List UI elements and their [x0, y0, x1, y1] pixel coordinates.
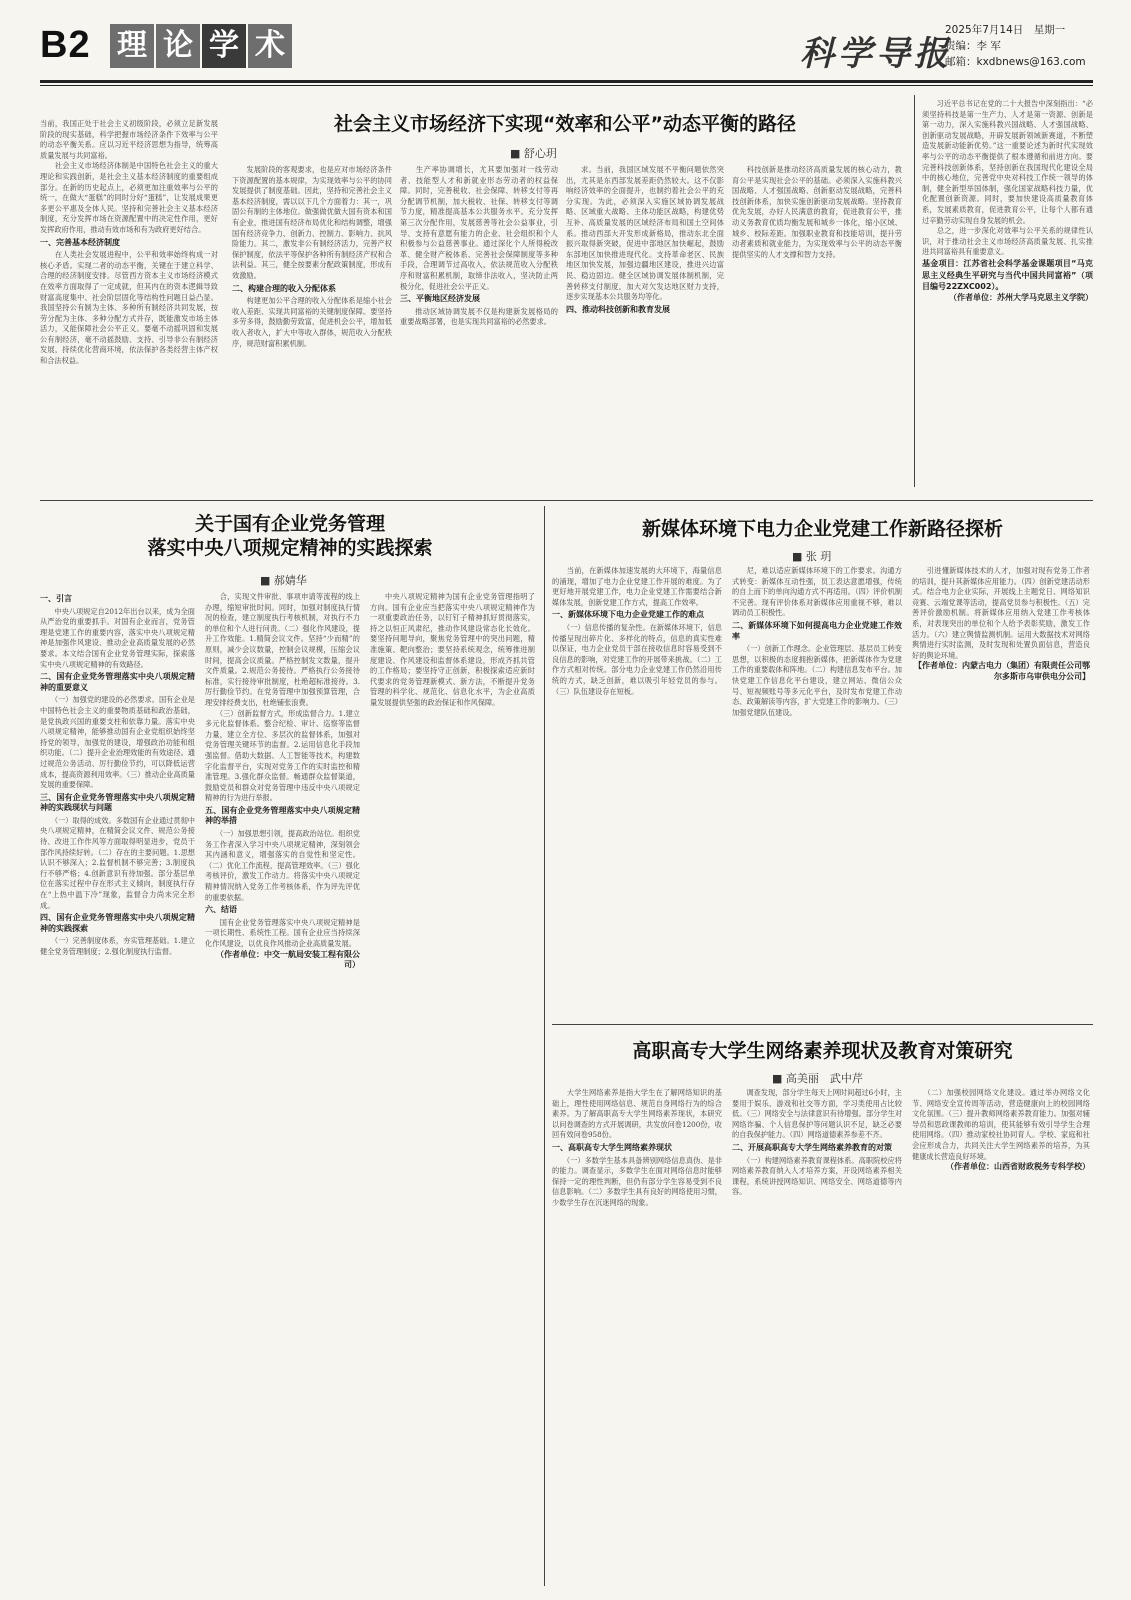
article-2-heading-4: 四、国有企业党务管理落实中央八项规定精神的实践探索	[40, 913, 195, 933]
article-3-author: ■ 张 玥	[792, 550, 832, 563]
article-1-heading-1: 一、完善基本经济制度	[40, 237, 120, 247]
text-filler: （一）取得的成效。多数国有企业通过贯彻中央八项规定精神，在精简会议文件、规范公务接待、改进工作作风等方面取得明显进步，党员干部作风持续好转。（二）存在的主要问题。1.思想认识不够深入；2.监督机制不够完善；3.制度执行不够严格；4.创新意识有待加强。部分基层单位在落实过程中存在形式主义倾向，制度执行存在“上热中温下冷”现象，监督合力尚未完全形成。	[40, 815, 195, 910]
article-1-heading-2: 二、构建合理的收入分配体系	[232, 283, 336, 293]
article-1-signature: （作者单位：苏州大学马克思主义学院）	[949, 292, 1093, 302]
text-filler: 大学生网络素养是指大学生在了解网络知识的基础上，理性使用网络信息、规范自身网络行为的综合素养。为了解高职高专大学生网络素养现状，本研究以问卷调查的方式开展调研，共发放问卷1200份，收回有效问卷958份。	[552, 1088, 722, 1140]
paper-logo: 科学导报	[800, 34, 952, 74]
article-3-col-2	[732, 566, 902, 718]
article-4-heading-1: 一、高职高专大学生网络素养现状	[552, 1142, 672, 1152]
text-filler: 发展阶段的客观要求，也是应对市场经济条件下资源配置的基本规律，为实现效率与公平的协同发展提供了制度基础。因此，坚持和完善社会主义基本经济制度，需以以下几个方面着力：其一，巩固公有制的主体地位。做强做优做大国有资本和国有企业，推进国有经济布局优化和结构调整，增强国有经济竞争力、创新力、控制力、影响力、抗风险能力。其二，激发非公有制经济活力，完善产权保护制度，依法平等保护各种所有制经济产权和合法利益。其三，健全按要素分配政策制度，形成有效激励。	[232, 165, 392, 280]
article-2-heading-5: 五、国有企业党务管理落实中央八项规定精神的举措	[205, 805, 360, 826]
text-filler: 中央八项规定自2012年出台以来，成为全面从严治党的重要抓手。对国有企业而言，党务管理是党建工作的重要内容，落实中央八项规定精神是加强作风建设、推动企业高质量发展的必然要求。本文结合国有企业党务管理实际，探索落实中央八项规定精神的有效路径。	[40, 606, 195, 669]
article-1-heading-3: 三、平衡地区经济发展	[400, 294, 480, 304]
article-2-col-2	[205, 592, 360, 971]
text-filler: 中央八项规定精神为国有企业党务管理指明了方向。国有企业应当把落实中央八项规定精神作为一项重要政治任务，以钉钉子精神抓好贯彻落实，持之以恒正风肃纪，推动作风建设常态化长效化。要坚持问题导向，聚焦党务管理中的突出问题，精准施策、靶向整治；要坚持系统观念，统筹推进制度建设、作风建设和监督体系建设，形成齐抓共管的工作格局；要坚持守正创新，积极探索适应新时代要求的党务管理新模式、新方法，不断提升党务管理的科学化、规范化、信息化水平，为企业高质量发展提供坚强的政治保证和作风保障。	[370, 592, 535, 707]
text-filler: （一）信息传播的复杂性。在新媒体环境下，信息传播呈现出碎片化、多样化的特点，信息的真实性难以保证，电力企业党员干部在接收信息时容易受到不良信息的影响，对党建工作的开展带来挑战。（二）工作方式相对传统。部分电力企业党建工作仍然沿用传统的方式，缺乏创新，难以吸引年轻党员的参与。（三）队伍建设存在短板。	[552, 622, 722, 696]
text-filler: 当前，在新媒体加速发展的大环境下，海量信息的涌现，增加了电力企业党建工作开展的难度。为了更好地开展党建工作，电力企业党建工作需要结合新媒体发展，创新党建工作方式，提高工作效率。	[552, 566, 722, 607]
text-filler: （二）加强校园网络文化建设。通过举办网络文化节、网络安全宣传周等活动，营造健康向上的校园网络文化氛围。（三）提升教师网络素养教育能力。加强对辅导员和思政课教师的培训，使其能够有效引导学生合理使用网络。（四）推动家校社协同育人。学校、家庭和社会应形成合力，共同关注大学生网络素养的培养，为其健康成长营造良好环境。	[912, 1088, 1090, 1161]
article-2-heading-2: 二、国有企业党务管理落实中央八项规定精神的重要意义	[40, 672, 195, 692]
section-title	[110, 24, 294, 70]
article-4-title: 高职高专大学生网络素养现状及教育对策研究	[632, 1040, 1013, 1062]
article-4-heading-2: 二、开展高职高专大学生网络素养教育的对策	[732, 1142, 892, 1152]
article-1-title: 社会主义市场经济下实现“效率和公平”动态平衡的路径	[334, 113, 796, 135]
text-filler: 求。当前，我国区域发展不平衡问题依然突出，尤其是东西部发展差距仍然较大。这不仅影响经济效率的全面提升，也制约着社会公平的充分实现。为此，必须深入实施区域协调发展战略、区域重大战略、主体功能区战略，构建优势互补、高质量发展的区域经济布局和国土空间体系。推动西部大开发形成新格局，推动东北全面振兴取得新突破，促进中部地区加快崛起，鼓励东部地区加快推进现代化。支持革命老区、民族地区加快发展，加强边疆地区建设，推进兴边富民、稳边固边。健全区域协调发展体制机制，完善转移支付制度，加大对欠发达地区财力支持，逐步实现基本公共服务均等化。	[566, 165, 724, 302]
article-2-signature: （作者单位：中交一航局安装工程有限公司）	[216, 949, 360, 970]
article-2-title-line-1: 关于国有企业党务管理	[194, 513, 385, 535]
text-filler: （三）创新监督方式，形成监督合力。1.建立多元化监督体系。整合纪检、审计、巡察等监督力量，建立全方位、多层次的监督体系，加强对党务管理关键环节的监督。2.运用信息化手段加强监督。借助大数据、人工智能等技术，构建数字化监督平台，实现对党务工作的实时监控和精准管理。3.强化群众监督。畅通群众监督渠道，鼓励党员和群众对党务管理中违反中央八项规定精神的行为进行举报。	[205, 708, 360, 803]
article-4-signature: （作者单位：山西省财政税务专科学校）	[946, 1162, 1090, 1172]
text-filler: （一）完善制度体系，夯实管理基础。1.建立健全党务管理制度；2.强化制度执行监督。	[40, 936, 195, 956]
issue-meta	[945, 22, 1086, 70]
issue-date: 2025年7月14日 星期一	[945, 24, 1066, 36]
article-2-heading-6: 六、结语	[205, 905, 237, 915]
text-filler: 推动区域协调发展不仅是构建新发展格局的重要战略部署，也是实现共同富裕的必然要求。	[400, 306, 558, 327]
text-filler: 构建更加公平合理的收入分配体系是缩小社会收入差距、实现共同富裕的关键制度保障。要坚持多劳多得，鼓励勤劳致富，促进机会公平，增加低收入者收入，扩大中等收入群体，规范收入分配秩序，规范财富积累机制。	[232, 296, 392, 348]
article-2-col-1	[40, 592, 195, 958]
text-filler: 生产率协调增长，尤其要加强对一线劳动者、技能型人才和新就业形态劳动者的权益保障。同时，完善税收、社会保障、转移支付等再分配调节机制，加大税收、社保、转移支付等调节力度，精准提高基本公共服务水平。充分发挥第三次分配作用，发展慈善等社会公益事业，引导、支持有意愿有能力的企业、社会组织和个人积极参与公益慈善事业。通过深化个人所得税改革、健全财产税体系、完善社会保障制度等多种手段，合理调节过高收入，依法规范收入分配秩序和财富积累机制，取缔非法收入，坚决防止两极分化，促进社会公平正义。	[400, 165, 558, 291]
text-filler: （一）加强党的建设的必然要求。国有企业是中国特色社会主义的重要物质基础和政治基础，是党执政兴国的重要支柱和依靠力量。落实中央八项规定精神，能够推动国有企业党组织始终坚持党的领导，加强党的建设，增强政治功能和组织功能。（二）提升企业治理效能的有效途径。通过规范公务活动、厉行勤俭节约，可以降低运营成本，提高资源利用效率。（三）推动企业高质量发展的重要保障。	[40, 695, 195, 790]
article-2-title-line-2: 落实中央八项规定精神的实践探索	[147, 537, 433, 559]
article-1-col-2	[232, 165, 392, 349]
article-2-col-3	[370, 592, 535, 709]
article-3	[552, 506, 1093, 1021]
masthead	[40, 14, 1093, 74]
article-1-col-5	[732, 165, 902, 260]
article-4	[552, 1030, 1093, 1586]
text-filler: 调查发现，部分学生每天上网时间超过6小时，主要用于娱乐、游戏和社交等方面，学习类使用占比较低。（三）网络安全与法律意识有待增强。部分学生对网络诈骗、个人信息保护等问题认识不足，缺乏必要的自我保护能力。（四）网络道德素养参差不齐。	[732, 1088, 902, 1140]
section-char-4: 术	[248, 24, 292, 68]
masthead-rule-thin	[40, 85, 1093, 86]
text-filler: 科技创新是推动经济高质量发展的核心动力，教育公平是实现社会公平的基础。必须深入实施科教兴国战略、人才强国战略、创新驱动发展战略，完善科技创新体系，加快实施创新驱动发展战略。坚持教育优先发展，办好人民满意的教育，促进教育公平，推动义务教育优质均衡发展和城乡一体化，缩小区域、城乡、校际差距。加强职业教育和技能培训，提升劳动者素质和就业能力，为实现效率与公平的动态平衡提供坚实的人才支撑和智力支持。	[732, 165, 902, 259]
article-3-heading-2: 二、新媒体环境下如何提高电力企业党建工作效率	[732, 620, 902, 641]
article-4-col-3	[912, 1088, 1090, 1173]
article-3-heading-1: 一、新媒体环境下电力企业党建工作的难点	[552, 610, 704, 620]
article-3-title: 新媒体环境下电力企业党建工作新路径探析	[641, 518, 1003, 540]
text-filler: （一）创新工作理念。企业管理层、基层员工转变思想，以积极的态度拥抱新媒体，把新媒体作为党建工作的重要载体和阵地。（二）构建信息发布平台。加快党建工作信息化平台建设，建立网站、微信公众号、短视频账号等多元化平台，及时发布党建工作动态、政策解读等内容，扩大党建工作的影响力。（三）加强党建队伍建设。	[732, 644, 902, 717]
article-1	[40, 95, 1093, 495]
section-char-2: 论	[156, 24, 200, 68]
email: 邮箱：kxdbnews@163.com	[945, 56, 1086, 68]
article-2-heading-3: 三、国有企业党务管理落实中央八项规定精神的实践现状与问题	[40, 792, 195, 813]
section-divider	[552, 1024, 1093, 1025]
article-2-heading-1: 一、引言	[40, 594, 72, 603]
text-filler: 合，实现文件审批、事项申请等流程的线上办理，缩短审批时间。同时，加强对制度执行情况的检查，建立制度执行考核机制，对执行不力的单位和个人进行问责。（二）强化作风建设，提升工作效能。1.精简会议文件。坚持“少而精”的原则，减少会议数量，控制会议规模，压缩会议时间，提高会议质量。严格控制发文数量，提升文件质量。2.规范公务接待。严格执行公务接待标准，实行接待审批制度，杜绝超标准接待。3.厉行勤俭节约。在党务管理中加强预算管理，合理安排经费支出，杜绝铺张浪费。	[205, 592, 360, 707]
section-char-3: 学	[202, 24, 246, 68]
text-filler: 习近平总书记在党的二十大报告中深刻指出：“必须坚持科技是第一生产力、人才是第一资源、创新是第一动力，深入实施科教兴国战略、人才强国战略、创新驱动发展战略，开辟发展新领域新赛道，不断塑造发展新动能新优势。”这一重要论述为新时代实现效率与公平的动态平衡提供了根本遵循和前进方向。要完善科技创新体系，坚持创新在我国现代化建设全局中的核心地位，完善党中央对科技工作统一领导的体制，健全新型举国体制，强化国家战略科技力量，优化配置创新资源。同时，要加快建设高质量教育体系，发展素质教育，促进教育公平，让每个人都有通过辛勤劳动实现自身发展的机会。	[922, 99, 1093, 225]
text-filler: 国有企业党务管理落实中央八项规定精神是一项长期性、系统性工程。国有企业应当持续深化作风建设，以优良作风推动企业高质量发展。	[205, 917, 360, 948]
article-1-fund: 基金项目：江苏省社会科学基金课题项目“马克思主义经典生平研究与当代中国共同富裕”（项目编号22ZXC002）。	[922, 258, 1093, 292]
section-char-1: 理	[110, 24, 154, 68]
column-divider	[914, 95, 915, 487]
section-divider	[40, 500, 1093, 501]
page-number: B2	[40, 24, 91, 66]
editor: 责编：李 军	[945, 40, 1001, 52]
article-4-col-1	[552, 1088, 722, 1209]
text-filler: （一）多数学生基本具备辨别网络信息真伪、是非的能力。调查显示，多数学生在面对网络信息时能够保持一定的理性判断，但仍有部分学生容易受到不良信息影响。（二）多数学生具有良好的网络使用习惯，少数学生存在沉迷网络的现象。	[552, 1155, 722, 1207]
article-2	[40, 506, 540, 1586]
article-2-title	[60, 512, 520, 560]
article-1-col-3	[400, 165, 558, 328]
article-1-intro: 当前，我国正处于社会主义初级阶段，必须立足新发展阶段的现实基础，科学把握市场经济条件下效率与公平的动态平衡关系。应以习近平经济思想为指导，统筹高质量发展与共同富裕。	[40, 119, 218, 160]
text-filler: （一）构建网络素养教育课程体系。高职院校应将网络素养教育纳入人才培养方案，开设网络素养相关课程，系统讲授网络知识、网络安全、网络道德等内容。	[732, 1155, 902, 1197]
article-1-col-1	[40, 119, 218, 367]
text-filler: 在人类社会发展进程中，公平和效率始终构成一对核心矛盾。实现二者的动态平衡，关键在于建立科学、合理的经济制度安排。尽管西方资本主义市场经济模式在效率方面取得了一定成就，但其内在的资本逻辑导致财富高度集中、社会阶层固化等结构性问题日益凸显。我国坚持公有制为主体、多种所有制经济共同发展，按劳分配为主体、多种分配方式并存，既能激发市场主体活力，又能保障社会公平正义。要毫不动摇巩固和发展公有制经济，毫不动摇鼓励、支持、引导非公有制经济发展，持续优化营商环境，依法保护各类经营主体产权和合法权益。	[40, 250, 218, 366]
article-1-col-6	[922, 99, 1093, 303]
article-4-col-2	[732, 1088, 902, 1198]
article-2-author: ■ 郝婧华	[260, 574, 307, 587]
text-filler: 社会主义市场经济体制是中国特色社会主义的重大理论和实践创新，是社会主义基本经济制度的重要组成部分。在新的历史起点上，必须更加注重效率与公平的统一，在做大“蛋糕”的同时分好“蛋糕”，让发展成果更多更公平惠及全体人民。坚持和完善社会主义基本经济制度，充分发挥市场在资源配置中的决定性作用，更好发挥政府作用，推动有效市场和有为政府更好结合。	[40, 161, 218, 234]
article-3-signature: 【作者单位：内蒙古电力（集团）有限责任公司鄂尔多斯市乌审供电分公司】	[914, 661, 1090, 681]
article-1-heading-4: 四、推动科技创新和教育发展	[566, 304, 670, 314]
article-3-col-1	[552, 566, 722, 697]
column-divider	[544, 506, 545, 1586]
text-filler: 总之，进一步深化对效率与公平关系的规律性认识，对于推动社会主义市场经济高质量发展、扎实推进共同富裕具有重要意义。	[922, 226, 1093, 257]
article-4-author: ■ 高美丽 武中芹	[772, 1072, 863, 1085]
article-1-col-4	[566, 165, 724, 317]
text-filler: 尼，难以适应新媒体环境下的工作要求。沟通方式转变：新媒体互动性强，员工表达意愿增强，传统的自上而下的单向沟通方式不再适用。（四）评价机制不完善。现有评价体系对新媒体应用重视不够，难以调动员工积极性。	[732, 566, 902, 618]
article-1-author: ■ 舒心玥	[510, 147, 557, 160]
masthead-rule	[40, 80, 1093, 83]
article-3-col-3	[912, 566, 1090, 683]
text-filler: 引进懂新媒体技术的人才，加强对现有党务工作者的培训，提升其新媒体应用能力。（四）创新党建活动形式。结合电力企业实际，开展线上主题党日、网络知识竞赛、云端党课等活动，提高党员参与积极性。（五）完善评价激励机制。将新媒体应用纳入党建工作考核体系，对表现突出的单位和个人给予表彰奖励，激发工作活力。（六）建立舆情监测机制。运用大数据技术对网络舆情进行实时监测，及时发现和处置负面信息，营造良好的舆论环境。	[912, 566, 1090, 660]
text-filler: （一）加强思想引领，提高政治站位。组织党务工作者深入学习中央八项规定精神，深刻领会其内涵和意义，增强落实的自觉性和坚定性。（二）优化工作流程，提高管理效率。（三）强化考核评价，激发工作动力。将落实中央八项规定精神情况纳入党务工作考核体系，作为评先评优的重要依据。	[205, 829, 360, 902]
